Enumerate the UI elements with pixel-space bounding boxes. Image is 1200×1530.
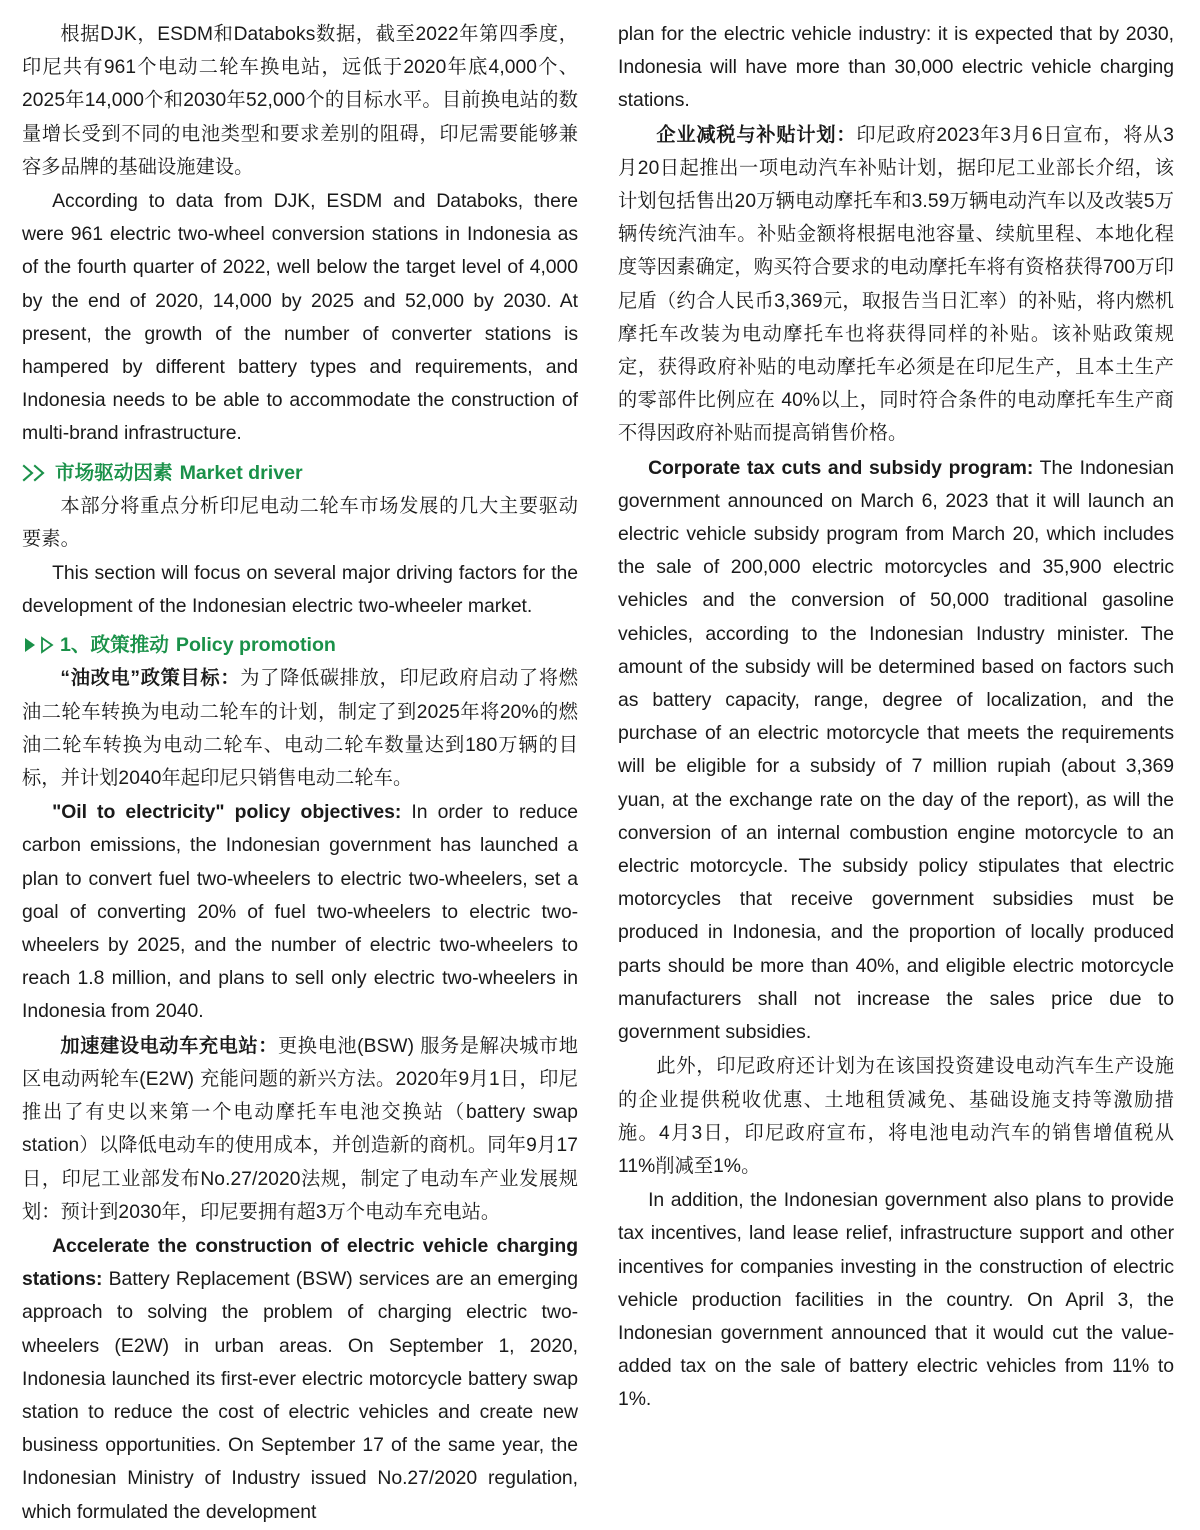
heading-market-driver <box>22 458 578 488</box>
paragraph-en-5: plan for the electric vehicle industry: it is expected that by 2030, Indonesia will have more than 30,000 electric vehicle charging stations. <box>618 23 1174 112</box>
paragraph-en-6 <box>618 452 1174 1050</box>
paragraph-zh-3-lead: “油改电”政策目标： <box>60 668 241 690</box>
heading-market-driver-en: Market driver <box>179 461 303 484</box>
paragraph-en-7: In addition, the Indonesian government also plans to provide tax incentives, land lease relief, infrastructure support and other incentives for companies investing in the construction of electric vehicle production facilities in the country. On April 3, the Indonesian government announced that it would cut the value-added tax on the sale of battery electric vehicles from 11% to 1%. <box>618 1189 1174 1411</box>
paragraph-zh-5-body: 印尼政府2023年3月6日宣布，将从3月20日起推出一项电动汽车补贴计划，据印尼工业部长介绍，该计划包括售出20万辆电动摩托车和3.59万辆电动汽车以及改装5万辆传统汽油车。补贴金额将根据电池容量、续航里程、本地化程度等因素确定，购买符合要求的电动摩托车将有资格获得700万印尼盾（约合人民币3,369元，取报告当日汇率）的补贴，将内燃机摩托车改装为电动摩托车也将获得同样的补贴。该补贴政策规定，获得政府补贴的电动摩托车必须是在印尼生产，且本土生产的零部件比例应在 40%以上，同时符合条件的电动摩托车生产商不得因政府补贴而提高销售价格。 <box>618 124 1174 445</box>
triangle-right-outline-icon <box>39 636 55 654</box>
right-column <box>618 18 1174 1418</box>
paragraph-zh-2: 本部分将重点分析印尼电动二轮车市场发展的几大主要驱动要素。 <box>22 495 578 550</box>
double-chevron-right-icon <box>22 463 49 483</box>
paragraph-en-1: According to data from DJK, ESDM and Databoks, there were 961 electric two-wheel conversion stations in Indonesia as of the fourth quarter of 2022, well below the target level of 4,000 by the end of 2020, 14,000 by 2025 and 52,000 by 2030. At present, the growth of the number of converter stations is hampered by different battery types and requirements, and Indonesia needs to be able to accommodate the construction of multi-brand infrastructure. <box>22 190 578 445</box>
paragraph-en-3 <box>22 796 578 1028</box>
paragraph-en-4 <box>22 1230 578 1529</box>
paragraph-zh-3 <box>22 662 578 795</box>
heading-market-driver-zh: 市场驱动因素 <box>55 461 173 484</box>
heading-policy-promotion <box>22 630 578 660</box>
triangle-right-filled-icon <box>22 636 38 654</box>
paragraph-zh-5-lead: 企业减税与补贴计划： <box>656 124 857 146</box>
left-column <box>22 18 598 1530</box>
paragraph-en-4-lead: Accelerate the construction of electric vehicle charging stations: <box>22 1234 578 1291</box>
paragraph-zh-5 <box>618 119 1174 451</box>
two-column-layout <box>22 18 1178 1523</box>
paragraph-en-6-body: The Indonesian government announced on March 6, 2023 that it will launch an electric vehicle subsidy program from March 20, which includes the sale of 200,000 electric motorcycles and 35,900 electric vehicles and the conversion of 50,000 traditional gasoline vehicles, according to the Indonesian Industry minister. The amount of the subsidy will be determined based on factors such as battery capacity, range, degree of localization, and the purchase of an electric motorcycle that meets the requirements will be eligible for a subsidy of 7 million rupiah (about 3,369 yuan, at the exchange rate on the day of the report), as will the conversion of an internal combustion engine motorcycle to an electric motorcycle. The subsidy policy stipulates that electric motorcycles that receive government subsidies must be produced in Indonesia, and the proportion of locally produced parts should be more than 40%, and eligible electric motorcycle manufacturers shall not increase the sales price due to government subsidies. <box>618 456 1174 1044</box>
paragraph-zh-3-body: 为了降低碳排放，印尼政府启动了将燃油二轮车转换为电动二轮车的计划，制定了到2025年将20%的燃油二轮车转换为电动二轮车、电动二轮车数量达到180万辆的目标，并计划2040年起印尼只销售电动二轮车。 <box>22 668 579 790</box>
paragraph-en-2: This section will focus on several major driving factors for the development of the Indonesian electric two-wheeler market. <box>22 562 578 618</box>
paragraph-zh-1: 根据DJK，ESDM和Databoks数据，截至2022年第四季度，印尼共有961个电动二轮车换电站，远低于2020年底4,000个、2025年14,000个和2030年52,000个的目标水平。目前换电站的数量增长受到不同的电池类型和要求差别的阻碍，印尼需要能够兼容多品牌的基础设施建设。 <box>22 24 578 178</box>
paragraph-en-3-lead: "Oil to electricity" policy objectives: <box>52 801 402 824</box>
paragraph-en-4-body: Battery Replacement (BSW) services are an emerging approach to solving the problem of charging electric two-wheelers (E2W) in urban areas. On September 1, 2020, Indonesia launched its first-ever electric motorcycle battery swap station to reduce the cost of electric vehicles and create new business opportunities. On September 17 of the same year, the Indonesian Ministry of Industry issued No.27/2020 regulation, which formulated the development <box>22 1268 578 1523</box>
paragraph-en-6-lead: Corporate tax cuts and subsidy program: <box>648 456 1034 479</box>
paragraph-zh-4-lead: 加速建设电动车充电站： <box>60 1035 278 1057</box>
paragraph-zh-4-body: 更换电池(BSW) 服务是解决城市地区电动两轮车(E2W) 充能问题的新兴方法。2020年9月1日，印尼推出了有史以来第一个电动摩托车电池交换站（battery swap station）以降低电动车的使用成本，并创造新的商机。同年9月17日，印尼工业部发布No.27/2020法规，制定了电动车产业发展规划：预计到2030年，印尼要拥有超3万个电动车充电站。 <box>22 1035 598 1223</box>
paragraph-zh-6: 此外，印尼政府还计划为在该国投资建设电动汽车生产设施的企业提供税收优惠、土地租赁减免、基础设施支持等激励措施。4月3日，印尼政府宣布，将电池电动汽车的销售增值税从11%削减至1%。 <box>618 1056 1174 1177</box>
paragraph-zh-4 <box>22 1030 598 1229</box>
heading-policy-promotion-zh: 1、政策推动 <box>60 634 169 657</box>
heading-policy-promotion-en: Policy promotion <box>175 634 336 657</box>
paragraph-en-3-body: In order to reduce carbon emissions, the Indonesian government has launched a plan to convert fuel two-wheelers to electric two-wheelers, set a goal of converting 20% of fuel two-wheelers to electric two-wheelers by 2025, and the number of electric two-wheelers to reach 1.8 million, and plans to sell only electric two-wheelers in Indonesia from 2040. <box>22 801 579 1023</box>
triangle-icons-group <box>22 636 55 654</box>
